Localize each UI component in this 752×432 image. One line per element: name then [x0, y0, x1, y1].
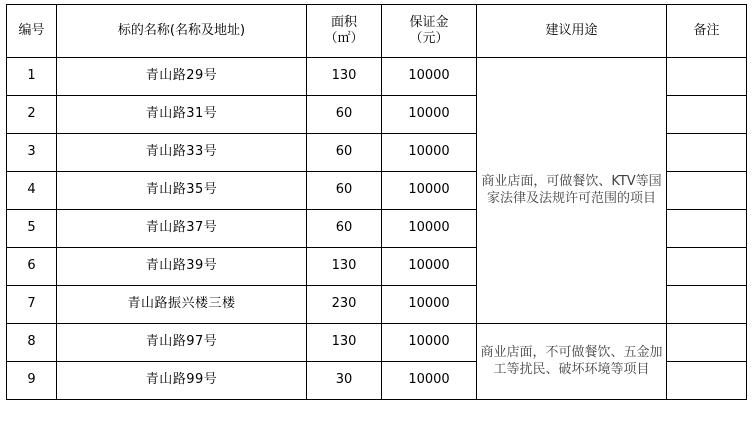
cell-no: 8: [7, 324, 57, 362]
cell-area: 30: [307, 362, 382, 400]
header-area-line2: （㎡）: [324, 31, 364, 46]
cell-name: 青山路31号: [57, 96, 307, 134]
cell-deposit: 10000: [382, 324, 477, 362]
cell-no: 4: [7, 172, 57, 210]
header-row: [7, 5, 747, 58]
header-cell-area: [307, 5, 382, 58]
header-deposit-line1: 保证金: [409, 14, 449, 30]
cell-name: 青山路29号: [57, 58, 307, 96]
cell-deposit: 10000: [382, 134, 477, 172]
cell-deposit: 10000: [382, 286, 477, 324]
cell-deposit: 10000: [382, 362, 477, 400]
cell-no: 6: [7, 248, 57, 286]
cell-no: 1: [7, 58, 57, 96]
cell-deposit: 10000: [382, 248, 477, 286]
cell-remark: [667, 248, 747, 286]
cell-name: 青山路振兴楼三楼: [57, 286, 307, 324]
cell-area: 130: [307, 324, 382, 362]
cell-no: 9: [7, 362, 57, 400]
cell-name: 青山路97号: [57, 324, 307, 362]
cell-area: 130: [307, 248, 382, 286]
cell-use-group-1: 商业店面，可做餐饮、KTV等国家法律及法规许可范围的项目: [477, 58, 667, 324]
cell-deposit: 10000: [382, 172, 477, 210]
cell-remark: [667, 96, 747, 134]
header-cell-no: 编号: [7, 5, 57, 58]
cell-no: 7: [7, 286, 57, 324]
cell-remark: [667, 58, 747, 96]
cell-area: 60: [307, 96, 382, 134]
cell-area: 60: [307, 134, 382, 172]
cell-no: 3: [7, 134, 57, 172]
cell-remark: [667, 210, 747, 248]
header-cell-remark: 备注: [667, 5, 747, 58]
cell-remark: [667, 362, 747, 400]
cell-deposit: 10000: [382, 210, 477, 248]
cell-deposit: 10000: [382, 96, 477, 134]
table-row: [7, 58, 747, 96]
cell-no: 5: [7, 210, 57, 248]
cell-area: 60: [307, 172, 382, 210]
cell-area: 130: [307, 58, 382, 96]
cell-remark: [667, 324, 747, 362]
cell-area: 230: [307, 286, 382, 324]
cell-name: 青山路37号: [57, 210, 307, 248]
table-header: [7, 5, 747, 58]
cell-remark: [667, 134, 747, 172]
cell-name: 青山路35号: [57, 172, 307, 210]
cell-deposit: 10000: [382, 58, 477, 96]
cell-no: 2: [7, 96, 57, 134]
cell-name: 青山路33号: [57, 134, 307, 172]
header-area-line1: 面积: [330, 14, 357, 30]
cell-name: 青山路99号: [57, 362, 307, 400]
table-row: [7, 324, 747, 362]
table-body: [7, 58, 747, 400]
header-cell-use: 建议用途: [477, 5, 667, 58]
cell-area: 60: [307, 210, 382, 248]
listing-table: [6, 4, 747, 400]
header-cell-name: 标的名称(名称及地址): [57, 5, 307, 58]
header-cell-deposit: [382, 5, 477, 58]
header-deposit-line2: （元）: [409, 31, 449, 46]
cell-use-group-2: 商业店面，不可做餐饮、五金加工等扰民、破坏环境等项目: [477, 324, 667, 400]
cell-name: 青山路39号: [57, 248, 307, 286]
cell-remark: [667, 286, 747, 324]
cell-remark: [667, 172, 747, 210]
